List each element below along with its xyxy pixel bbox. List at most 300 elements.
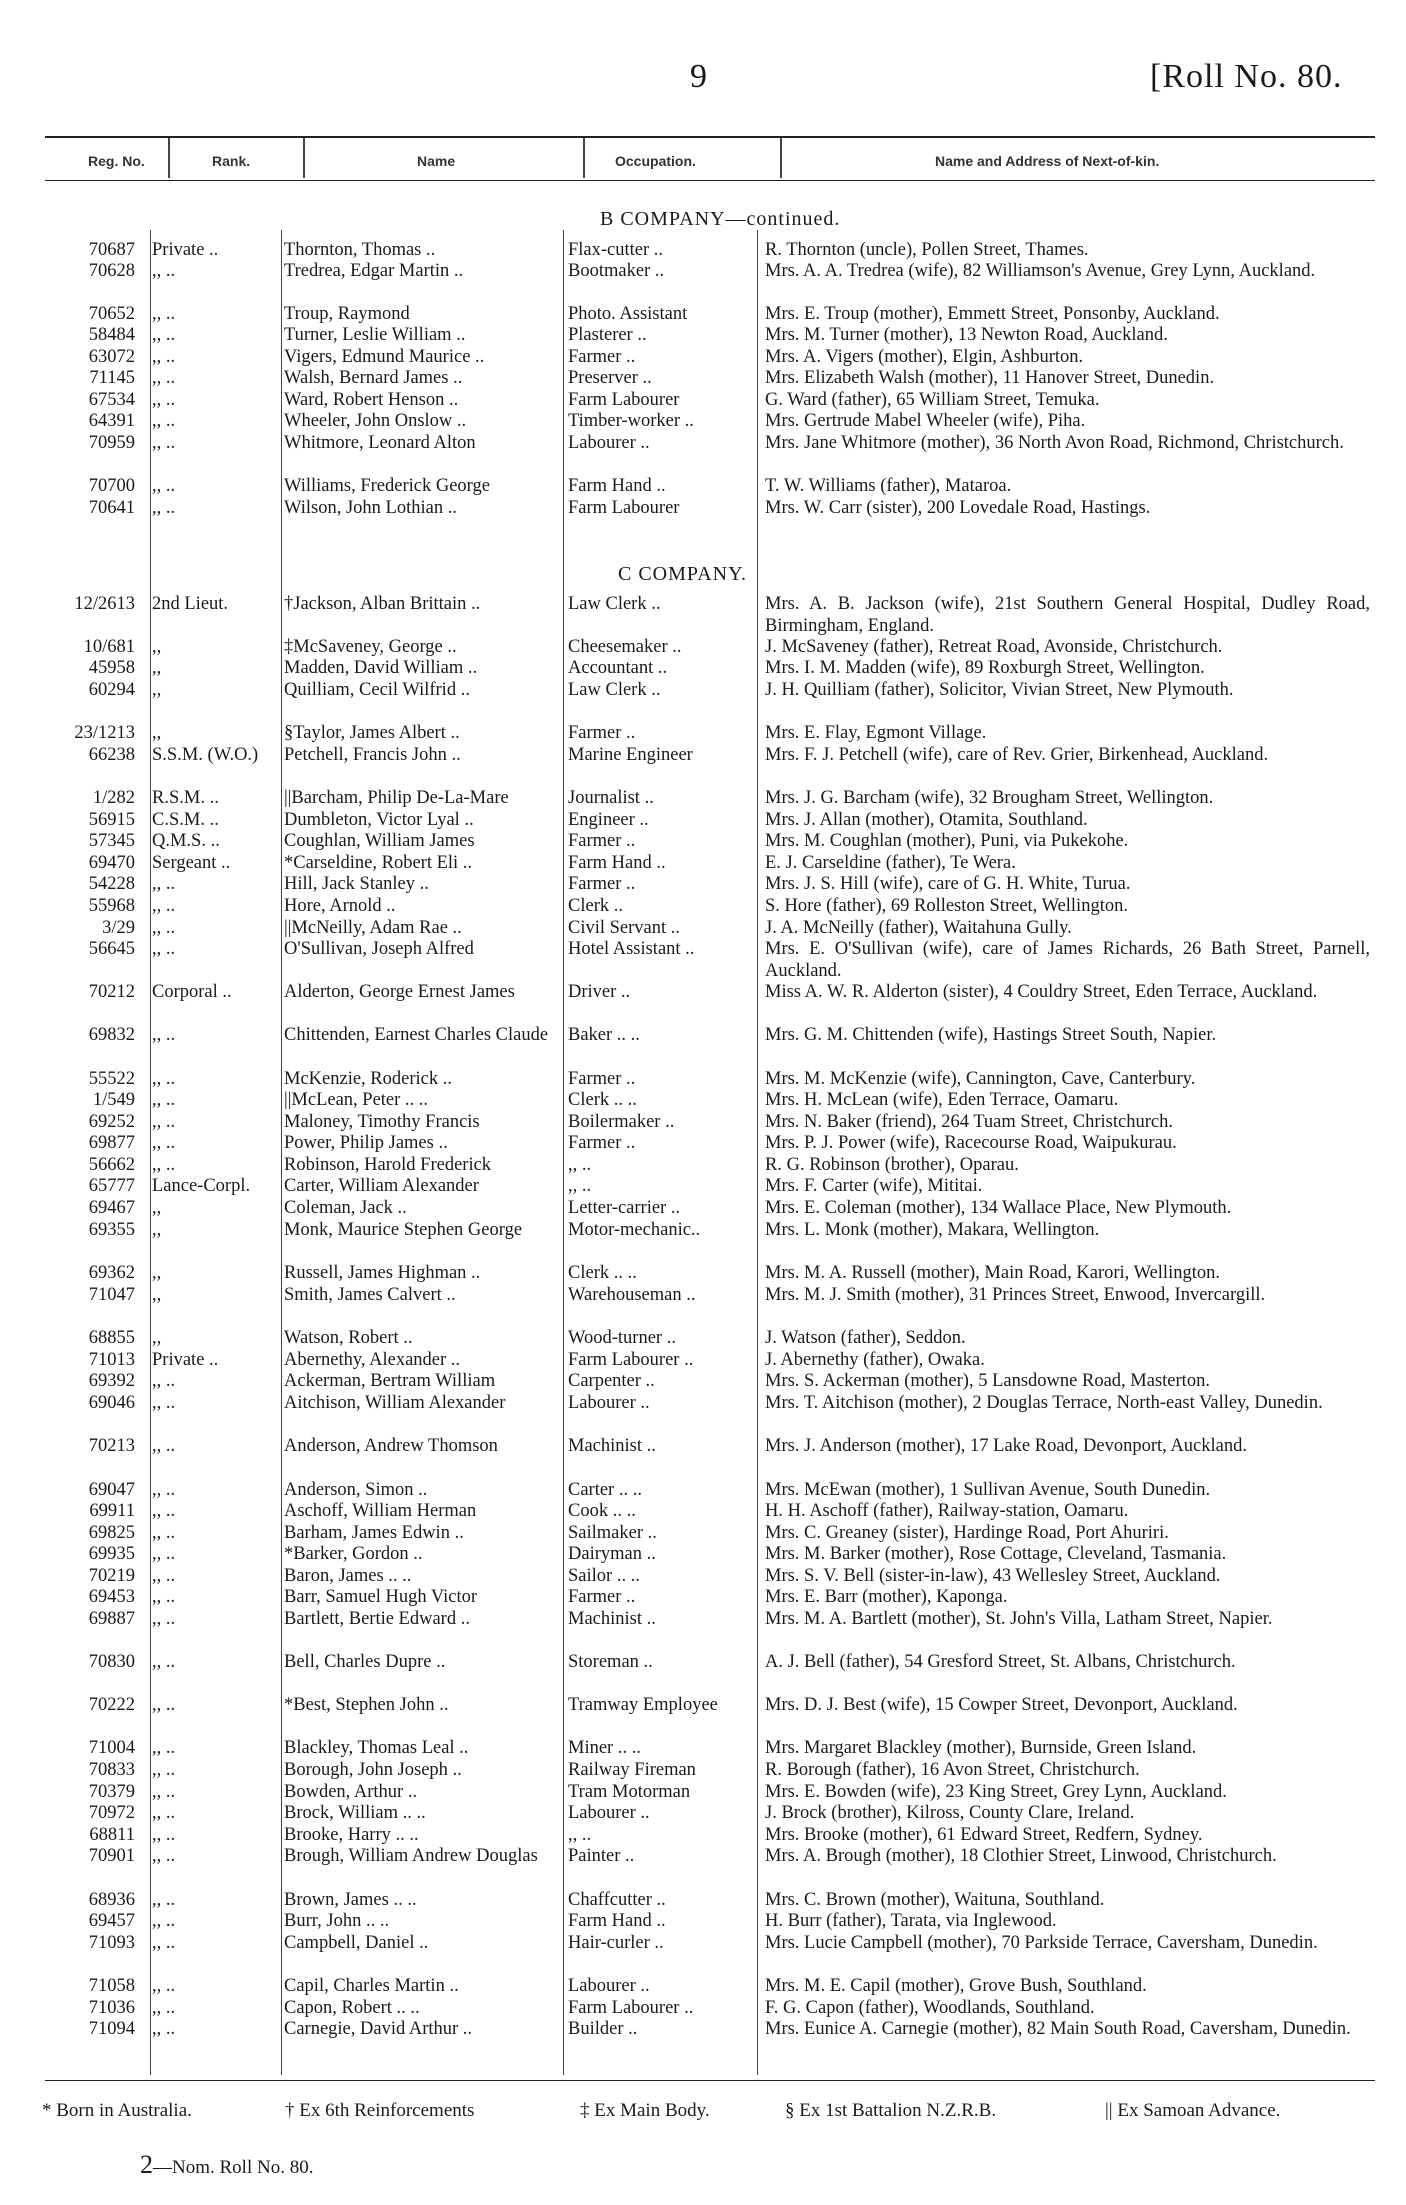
next-of-kin: Mrs. M. E. Capil (mother), Grove Bush, Southland. — [765, 1976, 1147, 1996]
occupation: Plasterer .. — [568, 325, 647, 345]
occupation: Hair-curler .. — [568, 1933, 664, 1953]
soldier-name: ||McLean, Peter .. .. — [284, 1090, 429, 1110]
rank: ,, .. — [152, 1480, 176, 1500]
reg-number: 60294 — [88, 680, 135, 700]
rank: ,, .. — [152, 304, 176, 324]
rank: Corporal .. — [152, 982, 232, 1002]
reg-number: 71036 — [88, 1998, 135, 2018]
reg-number: 58484 — [88, 325, 135, 345]
rank: ,, .. — [152, 1782, 176, 1802]
reg-number: 3/29 — [102, 918, 135, 938]
header-reg: Reg. No. — [88, 153, 145, 169]
soldier-name: Borough, John Joseph .. — [284, 1760, 462, 1780]
reg-number: 69825 — [88, 1523, 135, 1543]
next-of-kin: J. Brock (brother), Kilross, County Clare, Ireland. — [765, 1803, 1135, 1823]
rank: ,, .. — [152, 1976, 176, 1996]
reg-number: 69470 — [88, 853, 135, 873]
reg-number: 69877 — [88, 1133, 135, 1153]
soldier-name: *Carseldine, Robert Eli .. — [284, 853, 473, 873]
rank: R.S.M. .. — [152, 788, 219, 808]
next-of-kin: G. Ward (father), 65 William Street, Temuka. — [765, 390, 1100, 410]
next-of-kin: Mrs. M. A. Bartlett (mother), St. John's Villa, Latham Street, Napier. — [765, 1609, 1273, 1629]
soldier-name: Troup, Raymond — [284, 304, 410, 324]
next-of-kin: Mrs. P. J. Power (wife), Racecourse Road, Waipukurau. — [765, 1133, 1177, 1153]
next-of-kin: Mrs. Gertrude Mabel Wheeler (wife), Piha. — [765, 411, 1086, 431]
next-of-kin: Mrs. A. Vigers (mother), Elgin, Ashburton. — [765, 347, 1084, 367]
occupation: Photo. Assistant — [568, 304, 688, 324]
rank: ,, .. — [152, 1846, 176, 1866]
next-of-kin: Mrs. F. J. Petchell (wife), care of Rev. Grier, Birkenhead, Auckland. — [765, 745, 1269, 765]
occupation: Flax-cutter .. — [568, 240, 664, 260]
reg-number: 57345 — [88, 831, 135, 851]
occupation: Farmer .. — [568, 723, 636, 743]
occupation: Labourer .. — [568, 433, 650, 453]
next-of-kin: J. McSaveney (father), Retreat Road, Avonside, Christchurch. — [765, 637, 1223, 657]
rank: ,, .. — [152, 1069, 176, 1089]
reg-number: 70628 — [88, 261, 135, 281]
reg-number: 69935 — [88, 1544, 135, 1564]
soldier-name: Walsh, Bernard James .. — [284, 368, 463, 388]
occupation: Labourer .. — [568, 1976, 650, 1996]
rank: ,, .. — [152, 874, 176, 894]
reg-number: 70830 — [88, 1652, 135, 1672]
soldier-name: Robinson, Harold Frederick — [284, 1155, 492, 1175]
soldier-name: Bowden, Arthur .. — [284, 1782, 418, 1802]
occupation: Sailmaker .. — [568, 1523, 657, 1543]
rank: ,, .. — [152, 1738, 176, 1758]
next-of-kin: J. H. Quilliam (father), Solicitor, Vivian Street, New Plymouth. — [765, 680, 1234, 700]
soldier-name: ||Barcham, Philip De-La-Mare — [284, 788, 509, 808]
occupation: Miner .. .. — [568, 1738, 641, 1758]
occupation: Chaffcutter .. — [568, 1890, 666, 1910]
next-of-kin: Mrs. H. McLean (wife), Eden Terrace, Oamaru. — [765, 1090, 1119, 1110]
footnote-ex-6th-reinforcements: † Ex 6th Reinforcements — [285, 2100, 475, 2121]
occupation: ,, .. — [568, 1155, 592, 1175]
reg-number: 1/282 — [92, 788, 135, 808]
next-of-kin: Mrs. E. Coleman (mother), 134 Wallace Place, New Plymouth. — [765, 1198, 1232, 1218]
occupation: Warehouseman .. — [568, 1285, 696, 1305]
reg-number: 69046 — [88, 1393, 135, 1413]
column-divider — [168, 138, 170, 178]
reg-number: 71004 — [88, 1738, 135, 1758]
soldier-name: Barham, James Edwin .. — [284, 1523, 464, 1543]
occupation: Farmer .. — [568, 1587, 636, 1607]
reg-number: 69467 — [88, 1198, 135, 1218]
soldier-name: Burr, John .. .. — [284, 1911, 390, 1931]
reg-number: 70901 — [88, 1846, 135, 1866]
soldier-name: Power, Philip James .. — [284, 1133, 448, 1153]
occupation: Carpenter .. — [568, 1371, 655, 1391]
reg-number: 64391 — [88, 411, 135, 431]
reg-number: 69047 — [88, 1480, 135, 1500]
rank: ,, .. — [152, 390, 176, 410]
reg-number: 12/2613 — [74, 594, 135, 614]
rank: ,, .. — [152, 1803, 176, 1823]
next-of-kin: Mrs. J. S. Hill (wife), care of G. H. White, Turua. — [765, 874, 1131, 894]
reg-number: 69362 — [88, 1263, 135, 1283]
rank: Lance-Corpl. — [152, 1176, 251, 1196]
rank: ,, — [152, 1263, 162, 1283]
nominal-roll-footer — [140, 2150, 313, 2180]
section-title-c-company: C COMPANY. — [618, 563, 747, 585]
occupation: Painter .. — [568, 1846, 635, 1866]
rank: ,, .. — [152, 1652, 176, 1672]
soldier-name: Dumbleton, Victor Lyal .. — [284, 810, 474, 830]
occupation: Sailor .. .. — [568, 1566, 640, 1586]
rank: ,, .. — [152, 1544, 176, 1564]
rank: ,, .. — [152, 2019, 176, 2039]
soldier-name: Bell, Charles Dupre .. — [284, 1652, 446, 1672]
next-of-kin: Mrs. M. Barker (mother), Rose Cottage, Cleveland, Tasmania. — [765, 1544, 1227, 1564]
rank: ,, .. — [152, 433, 176, 453]
soldier-name: Alderton, George Ernest James — [284, 982, 515, 1002]
reg-number: 55522 — [88, 1069, 135, 1089]
reg-number: 56915 — [88, 810, 135, 830]
soldier-name: Tredrea, Edgar Martin .. — [284, 261, 464, 281]
soldier-name: Russell, James Highman .. — [284, 1263, 481, 1283]
soldier-name: Brown, James .. .. — [284, 1890, 417, 1910]
next-of-kin: Mrs. F. Carter (wife), Mititai. — [765, 1176, 983, 1196]
rank: ,, .. — [152, 1998, 176, 2018]
occupation: Labourer .. — [568, 1803, 650, 1823]
rank: ,, .. — [152, 347, 176, 367]
occupation: Wood-turner .. — [568, 1328, 676, 1348]
next-of-kin: Mrs. Lucie Campbell (mother), 70 Parkside Terrace, Caversham, Dunedin. — [765, 1933, 1318, 1953]
soldier-name: Anderson, Andrew Thomson — [284, 1436, 498, 1456]
soldier-name: *Best, Stephen John .. — [284, 1695, 449, 1715]
next-of-kin: Mrs. C. Greaney (sister), Hardinge Road, Port Ahuriri. — [765, 1523, 1169, 1543]
occupation: Farm Hand .. — [568, 853, 666, 873]
column-divider-kin — [757, 230, 758, 2075]
rank: ,, — [152, 723, 162, 743]
footnote-born-australia: * Born in Australia. — [42, 2100, 192, 2121]
rank: ,, .. — [152, 1566, 176, 1586]
occupation: Civil Servant .. — [568, 918, 681, 938]
next-of-kin: Mrs. N. Baker (friend), 264 Tuam Street, Christchurch. — [765, 1112, 1173, 1132]
next-of-kin: Mrs. M. A. Russell (mother), Main Road, Karori, Wellington. — [765, 1263, 1220, 1283]
rank: ,, .. — [152, 1501, 176, 1521]
reg-number: 69887 — [88, 1609, 135, 1629]
reg-number: 67534 — [88, 390, 135, 410]
reg-number: 1/549 — [92, 1090, 135, 1110]
occupation: Builder .. — [568, 2019, 638, 2039]
occupation: Carter .. .. — [568, 1480, 642, 1500]
rank: S.S.M. (W.O.) — [152, 745, 259, 765]
rank: ,, .. — [152, 1090, 176, 1110]
rank: ,, .. — [152, 1025, 176, 1045]
soldier-name: Chittenden, Earnest Charles Claude — [284, 1025, 549, 1045]
occupation: Hotel Assistant .. — [568, 939, 695, 959]
soldier-name: Ackerman, Bertram William — [284, 1371, 496, 1391]
rank: ,, — [152, 1220, 162, 1240]
soldier-name: Quilliam, Cecil Wilfrid .. — [284, 680, 470, 700]
reg-number: 55968 — [88, 896, 135, 916]
header-name: Name — [417, 153, 456, 169]
next-of-kin: Mrs. T. Aitchison (mother), 2 Douglas Terrace, North-east Valley, Dunedin. — [765, 1393, 1323, 1413]
next-of-kin: Mrs. J. G. Barcham (wife), 32 Brougham Street, Wellington. — [765, 788, 1214, 808]
rank: ,, — [152, 680, 162, 700]
rank: ,, .. — [152, 1933, 176, 1953]
occupation: Farm Labourer .. — [568, 1998, 694, 2018]
next-of-kin: Miss A. W. R. Alderton (sister), 4 Couldry Street, Eden Terrace, Auckland. — [765, 982, 1318, 1002]
reg-number: 69453 — [88, 1587, 135, 1607]
reg-number: 56662 — [88, 1155, 135, 1175]
section-title-b-company: B COMPANY—continued. — [600, 208, 841, 230]
occupation: Farmer .. — [568, 1069, 636, 1089]
rank: ,, .. — [152, 498, 176, 518]
rank: Private .. — [152, 240, 219, 260]
reg-number: 69252 — [88, 1112, 135, 1132]
next-of-kin: Mrs. I. M. Madden (wife), 89 Roxburgh Street, Wellington. — [765, 658, 1205, 678]
occupation: Farmer .. — [568, 874, 636, 894]
next-of-kin: R. Borough (father), 16 Avon Street, Christchurch. — [765, 1760, 1140, 1780]
occupation: Dairyman .. — [568, 1544, 656, 1564]
next-of-kin: Mrs. Eunice A. Carnegie (mother), 82 Main South Road, Caversham, Dunedin. — [765, 2019, 1351, 2039]
rank: ,, .. — [152, 411, 176, 431]
occupation: Farmer .. — [568, 1133, 636, 1153]
rank: ,, .. — [152, 1393, 176, 1413]
soldier-name: Smith, James Calvert .. — [284, 1285, 456, 1305]
footer-rule — [45, 2080, 1375, 2081]
rank: ,, .. — [152, 368, 176, 388]
occupation: Law Clerk .. — [568, 680, 661, 700]
next-of-kin: J. Abernethy (father), Owaka. — [765, 1350, 985, 1370]
rank: ,, .. — [152, 1133, 176, 1153]
next-of-kin: Mrs. E. Barr (mother), Kaponga. — [765, 1587, 1008, 1607]
occupation: Farm Labourer .. — [568, 1350, 694, 1370]
occupation: Clerk .. — [568, 896, 623, 916]
soldier-name: Watson, Robert .. — [284, 1328, 413, 1348]
reg-number: 70687 — [88, 240, 135, 260]
soldier-name: Wilson, John Lothian .. — [284, 498, 457, 518]
occupation: Preserver .. — [568, 368, 652, 388]
next-of-kin: Mrs. J. Anderson (mother), 17 Lake Road, Devonport, Auckland. — [765, 1436, 1247, 1456]
next-of-kin: Mrs. J. Allan (mother), Otamita, Southland. — [765, 810, 1088, 830]
occupation: Engineer .. — [568, 810, 649, 830]
soldier-name: Barr, Samuel Hugh Victor — [284, 1587, 478, 1607]
reg-number: 70972 — [88, 1803, 135, 1823]
reg-number: 70641 — [88, 498, 135, 518]
page-number: 9 — [690, 58, 707, 95]
soldier-name: Aschoff, William Herman — [284, 1501, 477, 1521]
soldier-name: Hill, Jack Stanley .. — [284, 874, 429, 894]
reg-number: 70959 — [88, 433, 135, 453]
soldier-name: Carnegie, David Arthur .. — [284, 2019, 473, 2039]
reg-number: 66238 — [88, 745, 135, 765]
rank: ,, .. — [152, 1825, 176, 1845]
occupation: Baker .. .. — [568, 1025, 640, 1045]
occupation: Cook .. .. — [568, 1501, 636, 1521]
reg-number: 71058 — [88, 1976, 135, 1996]
roll-title: [Roll No. 80. — [1150, 58, 1343, 95]
soldier-name: Baron, James .. .. — [284, 1566, 412, 1586]
occupation: Farm Hand .. — [568, 476, 666, 496]
occupation: Farmer .. — [568, 347, 636, 367]
soldier-name: Anderson, Simon .. — [284, 1480, 428, 1500]
header-next-of-kin: Name and Address of Next-of-kin. — [935, 153, 1160, 169]
next-of-kin: S. Hore (father), 69 Rolleston Street, Wellington. — [765, 896, 1128, 916]
reg-number: 69392 — [88, 1371, 135, 1391]
occupation: Farm Hand .. — [568, 1911, 666, 1931]
next-of-kin: Mrs. L. Monk (mother), Makara, Wellington. — [765, 1220, 1100, 1240]
soldier-name: Monk, Maurice Stephen George — [284, 1220, 523, 1240]
occupation: Tram Motorman — [568, 1782, 691, 1802]
next-of-kin: Mrs. McEwan (mother), 1 Sullivan Avenue, South Dunedin. — [765, 1480, 1211, 1500]
next-of-kin: E. J. Carseldine (father), Te Wera. — [765, 853, 1016, 873]
reg-number: 70212 — [88, 982, 135, 1002]
rank: ,, .. — [152, 261, 176, 281]
next-of-kin: Mrs. Jane Whitmore (mother), 36 North Avon Road, Richmond, Christchurch. — [765, 433, 1344, 453]
rank: ,, .. — [152, 1436, 176, 1456]
next-of-kin: Mrs. M. Coughlan (mother), Puni, via Pukekohe. — [765, 831, 1129, 851]
next-of-kin: Mrs. E. O'Sullivan (wife), care of James Richards, 26 Bath Street, Parnell, Auckland. — [765, 939, 1370, 981]
occupation: Farm Labourer — [568, 390, 680, 410]
soldier-name: Blackley, Thomas Leal .. — [284, 1738, 469, 1758]
next-of-kin: F. G. Capon (father), Woodlands, Southland. — [765, 1998, 1095, 2018]
column-divider — [780, 138, 782, 178]
occupation: Tramway Employee — [568, 1695, 718, 1715]
rank: ,, .. — [152, 1523, 176, 1543]
occupation: Bootmaker .. — [568, 261, 665, 281]
rank: 2nd Lieut. — [152, 594, 229, 614]
soldier-name: Brough, William Andrew Douglas — [284, 1846, 538, 1866]
rank: ,, .. — [152, 1371, 176, 1391]
rank: ,, — [152, 1198, 162, 1218]
rank: ,, — [152, 658, 162, 678]
soldier-name: Brooke, Harry .. .. — [284, 1825, 419, 1845]
soldier-name: Campbell, Daniel .. — [284, 1933, 429, 1953]
reg-number: 56645 — [88, 939, 135, 959]
occupation: Cheesemaker .. — [568, 637, 682, 657]
next-of-kin: Mrs. Brooke (mother), 61 Edward Street, Redfern, Sydney. — [765, 1825, 1203, 1845]
next-of-kin: Mrs. S. Ackerman (mother), 5 Lansdowne Road, Masterton. — [765, 1371, 1210, 1391]
next-of-kin: Mrs. A. Brough (mother), 18 Clothier Street, Linwood, Christchurch. — [765, 1846, 1277, 1866]
next-of-kin: Mrs. E. Troup (mother), Emmett Street, Ponsonby, Auckland. — [765, 304, 1220, 324]
next-of-kin: Mrs. G. M. Chittenden (wife), Hastings Street South, Napier. — [765, 1025, 1217, 1045]
rank: C.S.M. .. — [152, 810, 219, 830]
next-of-kin: Mrs. S. V. Bell (sister-in-law), 43 Wellesley Street, Auckland. — [765, 1566, 1221, 1586]
reg-number: 69457 — [88, 1911, 135, 1931]
reg-number: 71093 — [88, 1933, 135, 1953]
reg-number: 70219 — [88, 1566, 135, 1586]
rank: ,, .. — [152, 1587, 176, 1607]
next-of-kin: R. Thornton (uncle), Pollen Street, Thames. — [765, 240, 1089, 260]
reg-number: 68811 — [89, 1825, 135, 1845]
occupation: Farmer .. — [568, 831, 636, 851]
header-rank: Rank. — [212, 153, 251, 169]
reg-number: 68855 — [88, 1328, 135, 1348]
occupation: Journalist .. — [568, 788, 654, 808]
rank: ,, .. — [152, 1911, 176, 1931]
header-bottom-rule — [45, 180, 1375, 181]
nominal-roll-sheet-number: 2 — [140, 2150, 153, 2179]
occupation: ,, .. — [568, 1825, 592, 1845]
rank: ,, .. — [152, 918, 176, 938]
occupation: Storeman .. — [568, 1652, 653, 1672]
column-divider-rank — [150, 230, 151, 2075]
next-of-kin: Mrs. A. A. Tredrea (wife), 82 Williamson's Avenue, Grey Lynn, Auckland. — [765, 261, 1316, 281]
occupation: Letter-carrier .. — [568, 1198, 681, 1218]
reg-number: 70700 — [88, 476, 135, 496]
reg-number: 10/681 — [83, 637, 135, 657]
next-of-kin: Mrs. E. Bowden (wife), 23 King Street, Grey Lynn, Auckland. — [765, 1782, 1227, 1802]
soldier-name: Coleman, Jack .. — [284, 1198, 407, 1218]
soldier-name: Hore, Arnold .. — [284, 896, 396, 916]
reg-number: 70222 — [88, 1695, 135, 1715]
rank: ,, .. — [152, 896, 176, 916]
next-of-kin: Mrs. C. Brown (mother), Waituna, Southland. — [765, 1890, 1105, 1910]
next-of-kin: Mrs. M. McKenzie (wife), Cannington, Cave, Canterbury. — [765, 1069, 1196, 1089]
reg-number: 68936 — [88, 1890, 135, 1910]
column-divider — [583, 138, 585, 178]
soldier-name: Aitchison, William Alexander — [284, 1393, 506, 1413]
next-of-kin: Mrs. Elizabeth Walsh (mother), 11 Hanover Street, Dunedin. — [765, 368, 1215, 388]
next-of-kin: H. H. Aschoff (father), Railway-station, Oamaru. — [765, 1501, 1129, 1521]
column-divider — [303, 138, 305, 178]
next-of-kin: Mrs. W. Carr (sister), 200 Lovedale Road, Hastings. — [765, 498, 1151, 518]
occupation: Machinist .. — [568, 1436, 656, 1456]
rank: ,, .. — [152, 476, 176, 496]
header-occupation: Occupation. — [615, 153, 696, 169]
reg-number: 70213 — [88, 1436, 135, 1456]
rank: ,, .. — [152, 939, 176, 959]
soldier-name: †Jackson, Alban Brittain .. — [284, 594, 481, 614]
occupation: Law Clerk .. — [568, 594, 661, 614]
soldier-name: Capil, Charles Martin .. — [284, 1976, 459, 1996]
occupation: Timber-worker .. — [568, 411, 694, 431]
occupation: Motor-mechanic.. — [568, 1220, 701, 1240]
soldier-name: Thornton, Thomas .. — [284, 240, 436, 260]
soldier-name: Vigers, Edmund Maurice .. — [284, 347, 485, 367]
occupation: Clerk .. .. — [568, 1263, 637, 1283]
next-of-kin: A. J. Bell (father), 54 Gresford Street, St. Albans, Christchurch. — [765, 1652, 1236, 1672]
soldier-name: Turner, Leslie William .. — [284, 325, 466, 345]
rank: Private .. — [152, 1350, 219, 1370]
occupation: Labourer .. — [568, 1393, 650, 1413]
soldier-name: *Barker, Gordon .. — [284, 1544, 423, 1564]
reg-number: 70833 — [88, 1760, 135, 1780]
rank: ,, .. — [152, 1760, 176, 1780]
nominal-roll-footer-text: —Nom. Roll No. 80. — [153, 2157, 314, 2178]
rank: Sergeant .. — [152, 853, 231, 873]
rank: ,, — [152, 1328, 162, 1348]
rank: ,, .. — [152, 1890, 176, 1910]
reg-number: 45958 — [88, 658, 135, 678]
next-of-kin: Mrs. M. Turner (mother), 13 Newton Road, Auckland. — [765, 325, 1168, 345]
next-of-kin: Mrs. E. Flay, Egmont Village. — [765, 723, 987, 743]
reg-number: 65777 — [88, 1176, 135, 1196]
soldier-name: Wheeler, John Onslow .. — [284, 411, 467, 431]
occupation: Marine Engineer — [568, 745, 693, 765]
occupation: Driver .. — [568, 982, 631, 1002]
rank: ,, .. — [152, 1695, 176, 1715]
occupation: Railway Fireman — [568, 1760, 696, 1780]
next-of-kin: Mrs. A. B. Jackson (wife), 21st Southern General Hospital, Dudley Road, Birmingham, England. — [765, 594, 1370, 636]
rank: ,, — [152, 1285, 162, 1305]
footnote-ex-main-body: ‡ Ex Main Body. — [580, 2100, 710, 2121]
soldier-name: Brock, William .. .. — [284, 1803, 426, 1823]
soldier-name: Maloney, Timothy Francis — [284, 1112, 480, 1132]
next-of-kin: Mrs. M. J. Smith (mother), 31 Princes Street, Enwood, Invercargill. — [765, 1285, 1266, 1305]
soldier-name: Abernethy, Alexander .. — [284, 1350, 461, 1370]
occupation: Machinist .. — [568, 1609, 656, 1629]
reg-number: 71094 — [88, 2019, 135, 2039]
soldier-name: Bartlett, Bertie Edward .. — [284, 1609, 470, 1629]
reg-number: 71047 — [88, 1285, 135, 1305]
next-of-kin: Mrs. D. J. Best (wife), 15 Cowper Street, Devonport, Auckland. — [765, 1695, 1238, 1715]
occupation: Boilermaker .. — [568, 1112, 675, 1132]
soldier-name: Whitmore, Leonard Alton — [284, 433, 476, 453]
